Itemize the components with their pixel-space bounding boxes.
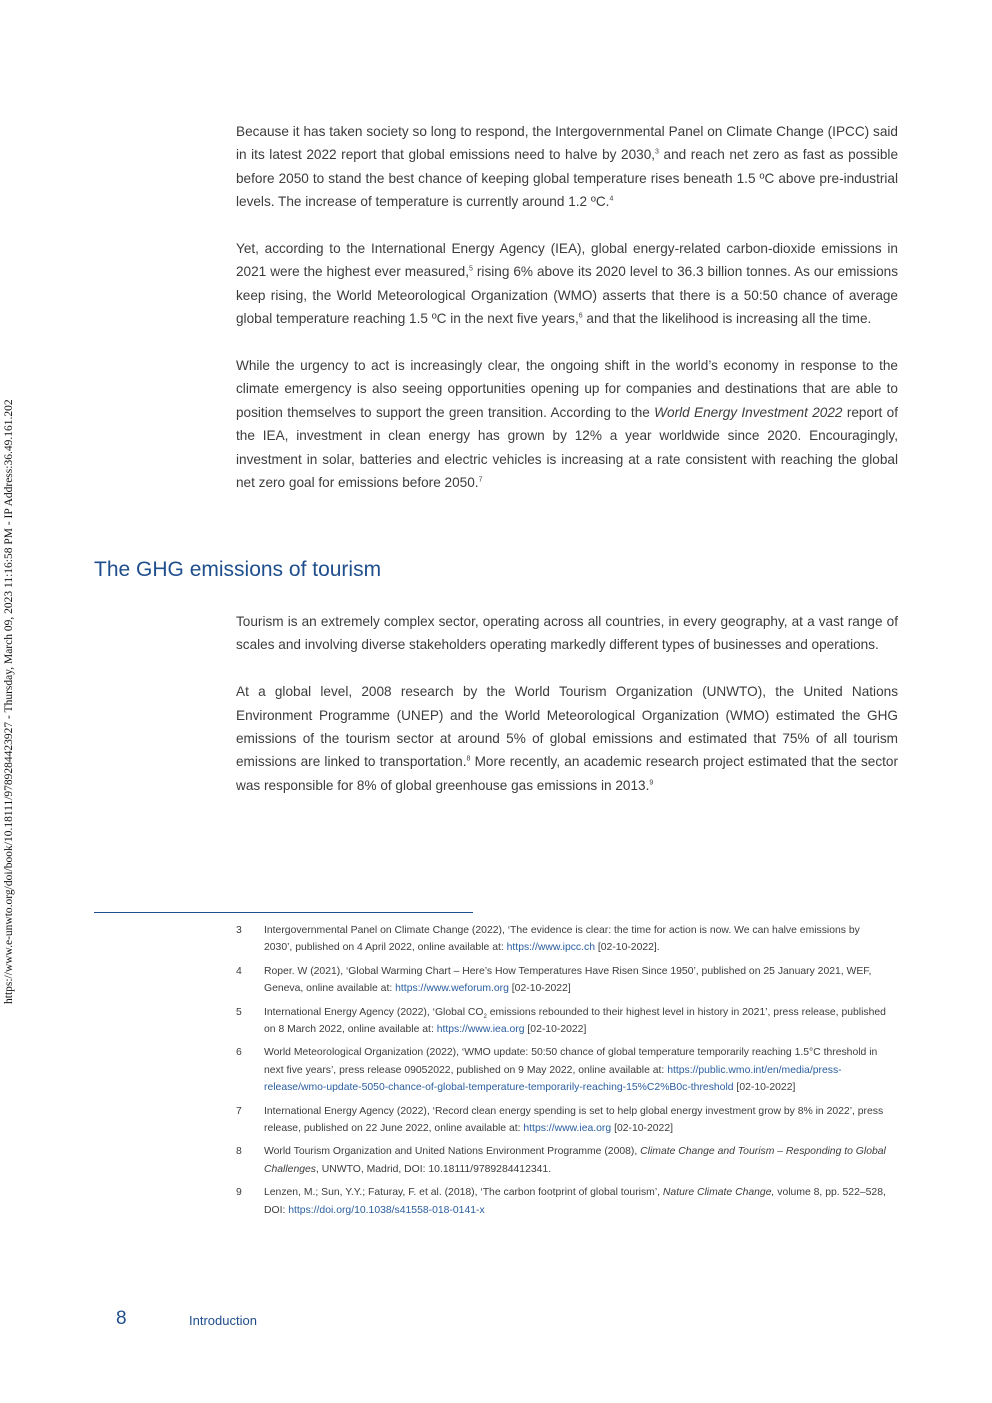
footnote-text-part: [02-10-2022]: [508, 983, 571, 995]
footnote-link[interactable]: https://www.iea.org: [436, 1024, 525, 1036]
footnote-text-part: International Energy Agency (2022), ‘Global CO: [264, 1006, 484, 1018]
footnote-number: 5: [236, 1006, 242, 1018]
page-number: 8: [116, 1308, 127, 1329]
footnotes: [236, 922, 888, 1225]
paragraph-tourism-sector: [236, 610, 898, 657]
footnote-ref[interactable]: 7: [478, 476, 483, 484]
footnote-number: 4: [236, 965, 242, 977]
footnote-number: 8: [236, 1146, 242, 1158]
footnote-ref[interactable]: 3: [655, 148, 659, 156]
footnote-number: 7: [236, 1105, 242, 1117]
footnote-item: [236, 1004, 888, 1039]
paragraph-text: Because it has taken society so long to respond, the Intergovernmental Panel on Climate Change (IPCC) said in its latest 2022 report that global emissions need to halve by 2030,: [236, 124, 898, 163]
footnote-text-part: World Tourism Organization and United Nations Environment Programme (2008),: [264, 1146, 641, 1158]
footnote-text: [264, 1103, 888, 1138]
footnote-text-part: International Energy Agency (2022), ‘Record clean energy spending is set to help global energy investment grow by 8% in 2022’, press release, published on 22 June 2022, online available at:: [264, 1105, 884, 1135]
footnote-link[interactable]: https://www.ipcc.ch: [506, 942, 595, 954]
footnote-text-part: volume 8, pp. 522–528, DOI:: [264, 1187, 886, 1216]
paragraph-ipcc: [236, 120, 898, 214]
footnote-link[interactable]: https://www.weforum.org: [395, 983, 509, 995]
paragraph-tourism-emissions: [236, 680, 898, 797]
footnote-item: [236, 1143, 888, 1178]
running-title: Introduction: [189, 1313, 257, 1328]
footnote-item: [236, 1103, 888, 1138]
footnote-number: 9: [236, 1187, 242, 1199]
paragraph-iea: [236, 237, 898, 331]
paragraph-text: More recently, an academic research project estimated that the sector was responsible for 8% of global greenhouse gas emissions in 2013.: [236, 754, 898, 793]
footnote-text: [264, 963, 888, 998]
paragraph-text: Tourism is an extremely complex sector, operating across all countries, in every geography, at a vast range of scales and involving diverse stakeholders operating markedly different types of businesses and operations.: [236, 614, 898, 653]
footnote-item: [236, 922, 888, 957]
footnote-text-part: World Meteorological Organization (2022), ‘WMO update: 50:50 chance of global temperature temporarily reaching 1.5°C threshold in next five years’, press release 09052022, published on 9 May 2022, online available at:: [264, 1047, 878, 1076]
footnote-text: [264, 1004, 888, 1039]
journal-title: Nature Climate Change,: [662, 1187, 775, 1199]
footnote-ref[interactable]: 5: [469, 265, 473, 273]
footnote-text: [264, 1143, 888, 1178]
body-text-bottom: [236, 610, 898, 821]
subscript: 2: [483, 1013, 487, 1020]
paragraph-text: report of the IEA, investment in clean energy has grown by 12% a year worldwide since 2020. Encouragingly, investment in solar, batteries and electric vehicles is increasing at a rate consistent with reaching the global net zero goal for emissions before 2050.: [236, 404, 899, 491]
paragraph-text: rising 6% above its 2020 level to 36.3 billion tonnes. As our emissions keep rising, the World Meteorological Organization (WMO) asserts that there is a 50:50 chance of average global temperature reaching 1.5 ºC in the next five years,: [236, 264, 898, 327]
footnote-number: 6: [236, 1047, 242, 1059]
footnote-link[interactable]: https://public.wmo.int/en/media/press-release/wmo-update-5050-chance-of-global-temperature-temporarily-reaching-15%C2%B0c-threshold: [264, 1064, 842, 1094]
footnote-ref[interactable]: 8: [466, 755, 471, 763]
paragraph-text: and reach net zero as fast as possible before 2050 to stand the best chance of keeping global temperature rises beneath 1.5 ºC above pre-industrial levels. The increase of temperature is currently around 1.2 ºC.: [236, 147, 898, 210]
paragraph-text: and that the likelihood is increasing all the time.: [582, 311, 872, 327]
footnote-text-part: Lenzen, M.; Sun, Y.Y.; Faturay, F. et al. (2018), ‘The carbon footprint of global tourism’,: [264, 1187, 663, 1199]
footnote-item: [236, 1184, 888, 1219]
footnote-divider: [94, 912, 473, 913]
footnote-text: [264, 1184, 888, 1219]
footnote-number: 3: [236, 925, 242, 936]
footnote-ref[interactable]: 4: [609, 195, 614, 203]
report-title: World Energy Investment 2022: [654, 404, 843, 420]
footnote-link[interactable]: https://www.iea.org: [523, 1123, 612, 1135]
footnote-text: [264, 1044, 888, 1096]
footnote-item: [236, 1044, 888, 1096]
footnote-item: [236, 963, 888, 998]
footnote-text-part: emissions rebounded to their highest level in history in 2021’, press release, published on 8 March 2022, online available at:: [264, 1006, 886, 1036]
footnote-text-part: Roper. W (2021), ‘Global Warming Chart – Here’s How Temperatures Have Risen Since 1950’, published on 25 January 2021, WEF, Geneva, online available at:: [264, 965, 872, 995]
body-text-top: [236, 120, 898, 518]
footnote-text-part: [02-10-2022]: [524, 1024, 587, 1036]
footnote-text-part: [02-10-2022].: [595, 942, 660, 954]
paragraph-text: While the urgency to act is increasingly clear, the ongoing shift in the world’s economy in response to the climate emergency is also seeing opportunities opening up for companies and destinations that are able to position themselves to support the green transition. According to the: [236, 358, 898, 420]
paragraph-green-transition: [236, 354, 898, 494]
footnote-text-part: , UNWTO, Madrid, DOI: 10.18111/9789284412341.: [316, 1163, 552, 1175]
footnote-ref[interactable]: 9: [649, 779, 654, 787]
paragraph-text: At a global level, 2008 research by the World Tourism Organization (UNWTO), the United Nations Environment Programme (UNEP) and the World Meteorological Organization (WMO) estimated the GHG emissions of the tourism sector at around 5% of global emissions and estimated that 75% of all tourism emissions are linked to transportation.: [236, 684, 898, 770]
paragraph-text: Yet, according to the International Energy Agency (IEA), global energy-related carbon-dioxide emissions in 2021 were the highest ever measured,: [236, 241, 898, 280]
sidebar-access-url: https://www.e-unwto.org/doi/book/10.18111/9789284423927 - Thursday, March 09, 2023 11:16:58 PM - IP Address:36.49.161.202: [3, 399, 15, 1005]
footnote-text: [264, 922, 888, 957]
footnote-link[interactable]: https://doi.org/10.1038/s41558-018-0141-x: [288, 1204, 485, 1216]
footnote-text-part: Intergovernmental Panel on Climate Change (2022), ‘The evidence is clear: the time for action is now. We can halve emissions by 2030’, published on 4 April 2022, online available at:: [264, 925, 860, 954]
footnote-text-part: [02-10-2022]: [611, 1123, 673, 1135]
publication-title: Climate Change and Tourism – Responding to Global Challenges: [264, 1146, 886, 1175]
footnote-ref[interactable]: 6: [578, 312, 583, 320]
section-heading: The GHG emissions of tourism: [94, 558, 382, 581]
footnote-text-part: [02-10-2022]: [733, 1082, 796, 1094]
